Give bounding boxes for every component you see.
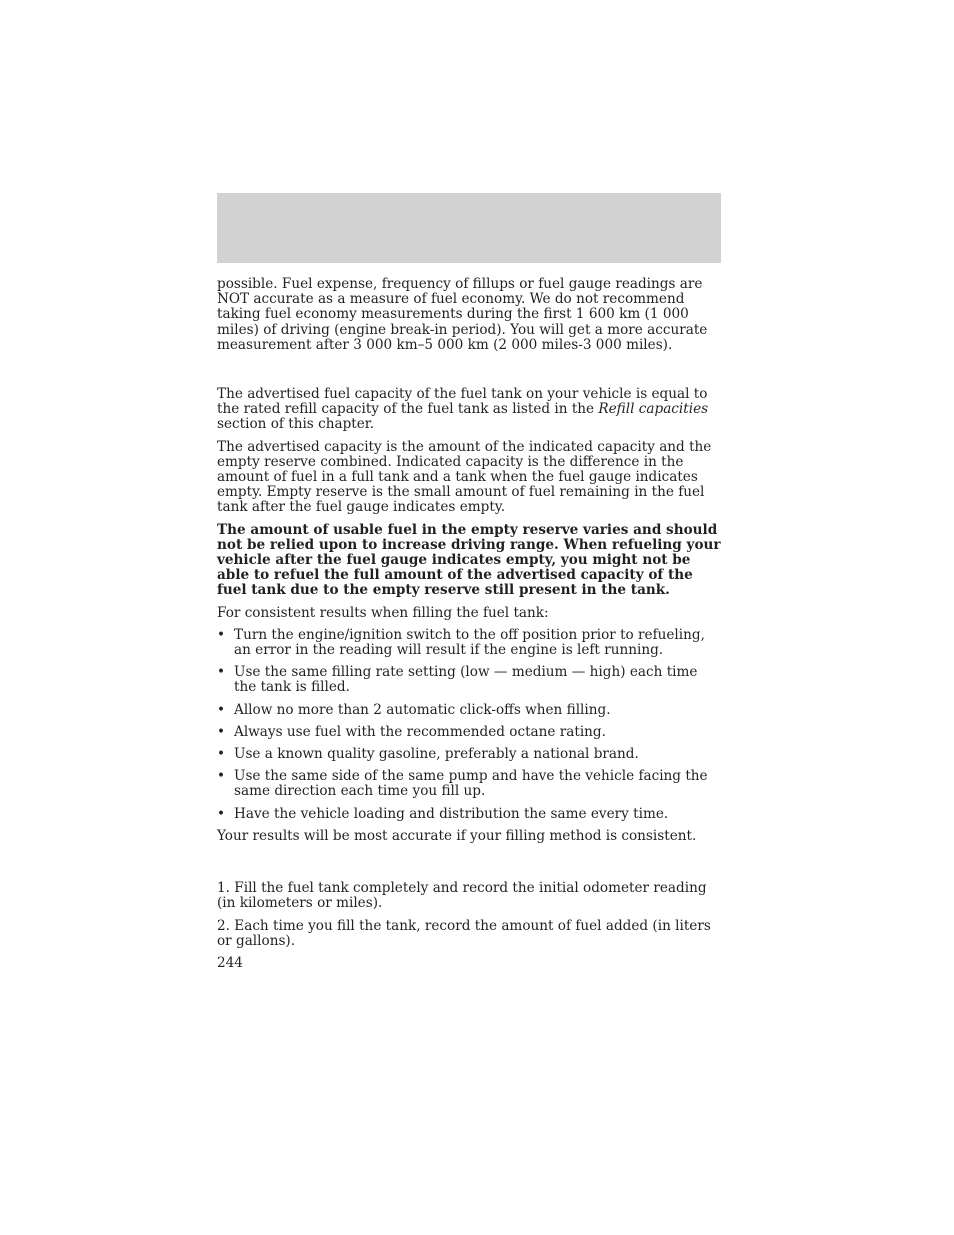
bullet-icon: • (217, 626, 226, 643)
refill-capacities-reference: Refill capacities (598, 401, 709, 418)
list-item-text: Use a known quality gasoline, preferably a national brand. (234, 746, 639, 763)
bullet-icon: • (217, 746, 226, 763)
list-item (217, 665, 723, 695)
list-item-text: Always use fuel with the recommended octane rating. (234, 723, 606, 740)
list-item-text: Allow no more than 2 automatic click-offs when filling. (234, 701, 611, 718)
page-number: 244 (217, 954, 243, 971)
list-item-text: Turn the engine/ignition switch to the off position prior to refueling, an error in the reading will result if the engine is left running. (234, 626, 705, 659)
bullet-icon: • (217, 723, 226, 740)
bullet-icon: • (217, 701, 226, 718)
definition-paragraph: The advertised capacity is the amount of the indicated capacity and the empty reserve combined. Indicated capacity is the difference in the amount of fuel in a full tank and a tank when the fuel gauge indicates empty. Empty reserve is the small amount of fuel remaining in the fuel tank after the fuel gauge indicates empty. (217, 438, 712, 516)
list-item (217, 747, 723, 762)
list-item-text: Use the same filling rate setting (low — medium — high) each time the tank is filled. (234, 664, 698, 696)
step-1: 1. Fill the fuel tank completely and record the initial odometer reading (in kilometers or miles). (217, 880, 707, 912)
bullet-icon: • (217, 664, 226, 681)
filling-tips-list (217, 628, 723, 822)
list-intro: For consistent results when filling the fuel tank: (217, 604, 549, 621)
bullet-icon: • (217, 805, 226, 822)
list-item (217, 807, 723, 822)
capacity-text-after: section of this chapter. (217, 416, 375, 433)
list-item-text: Use the same side of the same pump and have the vehicle facing the same direction each time you fill up. (234, 768, 708, 800)
consistency-paragraph: Your results will be most accurate if your filling method is consistent. (217, 827, 697, 844)
bullet-icon: • (217, 768, 226, 785)
list-item (217, 725, 723, 740)
list-item-text: Have the vehicle loading and distribution the same every time. (234, 805, 669, 822)
list-item (217, 769, 723, 799)
intro-paragraph: possible. Fuel expense, frequency of fillups or fuel gauge readings are NOT accurate as a measure of fuel economy. We do not recommend taking fuel economy measurements during the first 1 600 km (1 000 miles) of driving (engine break-in period). You will get a more accurate measurement after 3 000 km–5 000 km (2 000 miles-3 000 miles). (217, 276, 708, 353)
page-content (217, 277, 723, 971)
warning-paragraph: The amount of usable fuel in the empty reserve varies and should not be relied upon to increase driving range. When refueling your vehicle after the fuel gauge indicates empty, you might not be able to refuel the full amount of the advertised capacity of the fuel tank due to the empty reserve still present in the tank. (217, 521, 721, 599)
capacity-text-before: The advertised fuel capacity of the fuel tank on your vehicle is equal to the rated refill capacity of the fuel tank as listed in the (217, 386, 708, 418)
step-2: 2. Each time you fill the tank, record the amount of fuel added (in liters or gallons). (217, 917, 711, 949)
list-item (217, 628, 723, 658)
list-item (217, 703, 723, 718)
chapter-header-band (217, 193, 721, 263)
capacity-paragraph (217, 387, 723, 433)
